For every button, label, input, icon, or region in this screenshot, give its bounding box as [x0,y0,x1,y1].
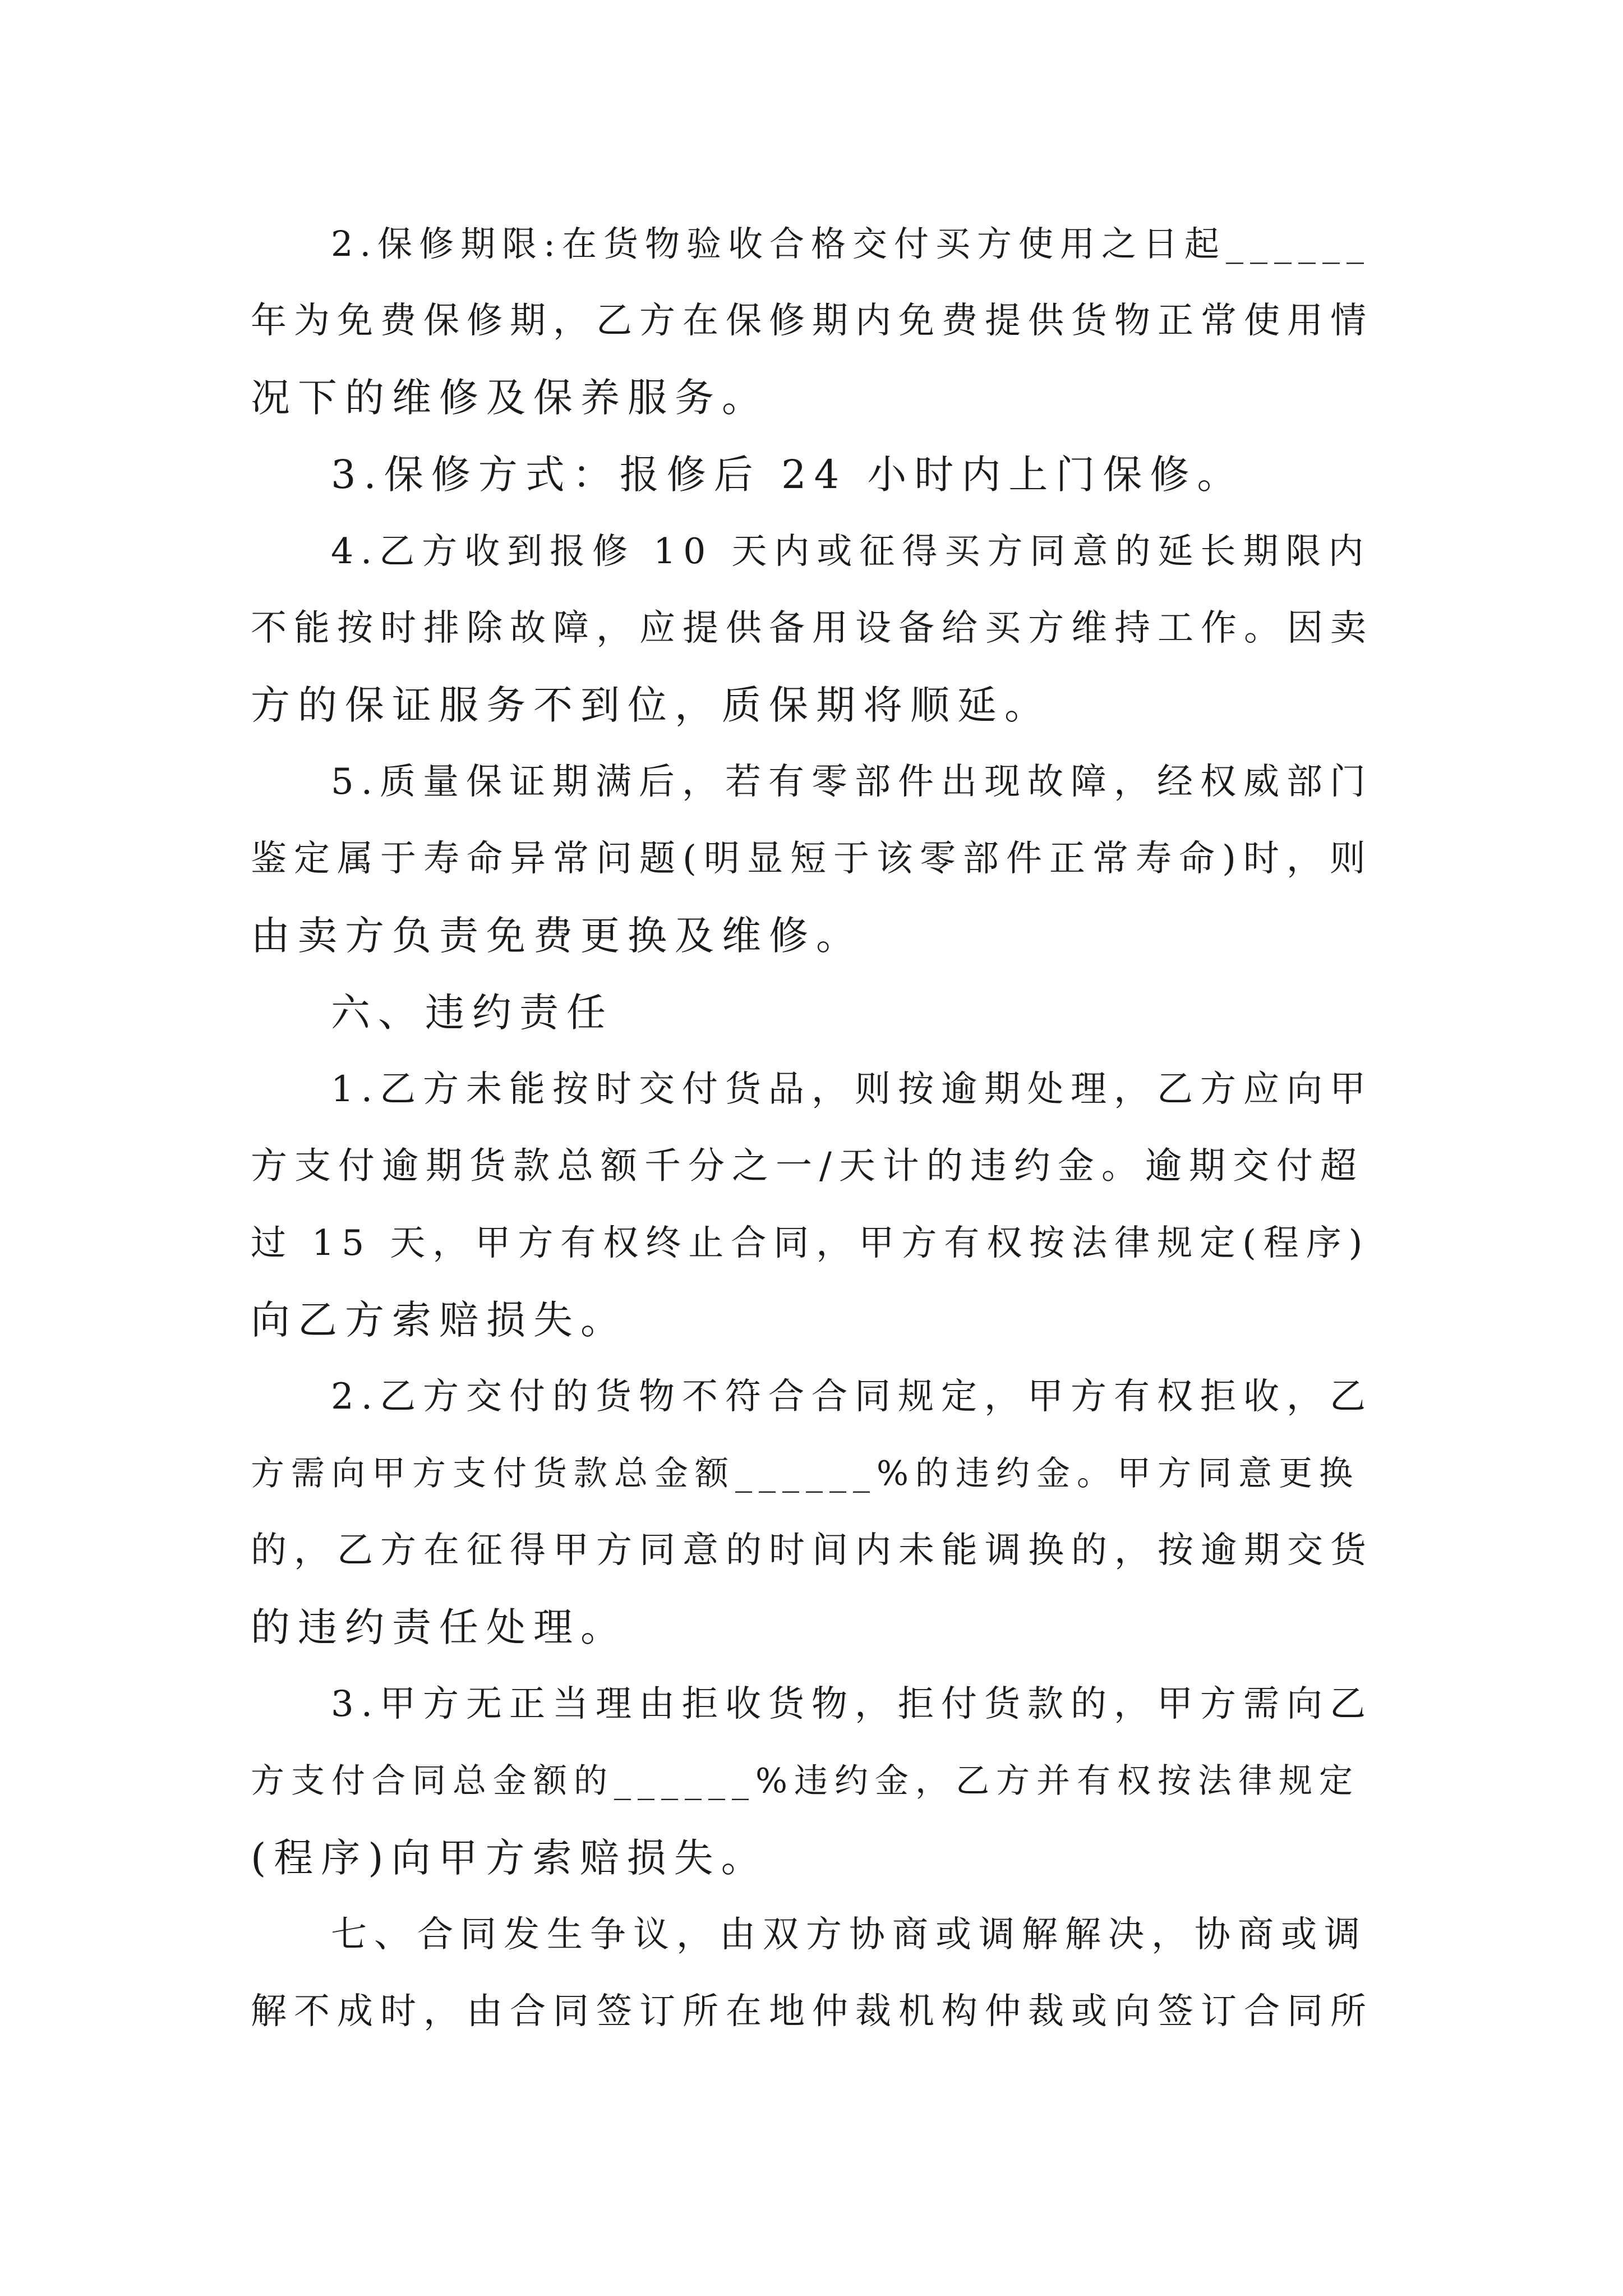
text-line: 况下的维修及保养服务。 [251,375,769,421]
section-heading: 六、违约责任 [331,990,614,1036]
text-line: 方的保证服务不到位，质保期将顺延。 [251,682,1052,728]
text-line: 4.乙方收到报修 10 天内或征得买方同意的延长期限内 [331,531,1371,572]
text-line: 2.保修期限:在货物验收合格交付买方使用之日起______ [331,223,1371,264]
text-line: 3.甲方无正当理由拒收货物，拒付货款的，甲方需向乙 [331,1683,1373,1725]
text-line: 的违约责任处理。 [251,1604,628,1650]
text-line: 由卖方负责免费更换及维修。 [251,913,863,959]
text-line: 不能按时排除故障，应提供备用设备给买方维持工作。因卖 [251,608,1373,649]
text-line: 向乙方索赔损失。 [251,1297,628,1343]
text-line: 1.乙方未能按时交付货品，则按逾期处理，乙方应向甲 [331,1069,1373,1110]
text-line: 2.乙方交付的货物不符合合同规定，甲方有权拒收，乙 [331,1376,1373,1418]
text-line: 5.质量保证期满后，若有零部件出现故障，经权威部门 [331,761,1373,803]
text-line: 鉴定属于寿命异常问题(明显短于该零部件正常寿命)时，则 [251,838,1373,880]
text-line: 方支付逾期货款总额千分之一/天计的违约金。逾期交付超 [251,1145,1364,1187]
text-line: 过 15 天，甲方有权终止合同，甲方有权按法律规定(程序) [251,1222,1370,1263]
text-line: 方需向甲方支付货款总金额______%的违约金。甲方同意更换 [251,1454,1360,1493]
text-line: 方支付合同总金额的______%违约金，乙方并有权按法律规定 [251,1761,1360,1801]
text-line: 解不成时，由合同签订所在地仲裁机构仲裁或向签订合同所 [251,1991,1373,2032]
text-line: 七、合同发生争议，由双方协商或调解解决，协商或调 [331,1914,1367,1955]
text-line: (程序)向甲方索赔损失。 [251,1835,768,1881]
text-line: 3.保修方式：报修后 24 小时内上门保修。 [331,452,1244,498]
text-line: 年为免费保修期，乙方在保修期内免费提供货物正常使用情 [251,300,1373,342]
text-line: 的，乙方在征得甲方同意的时间内未能调换的，按逾期交货 [251,1530,1373,1571]
